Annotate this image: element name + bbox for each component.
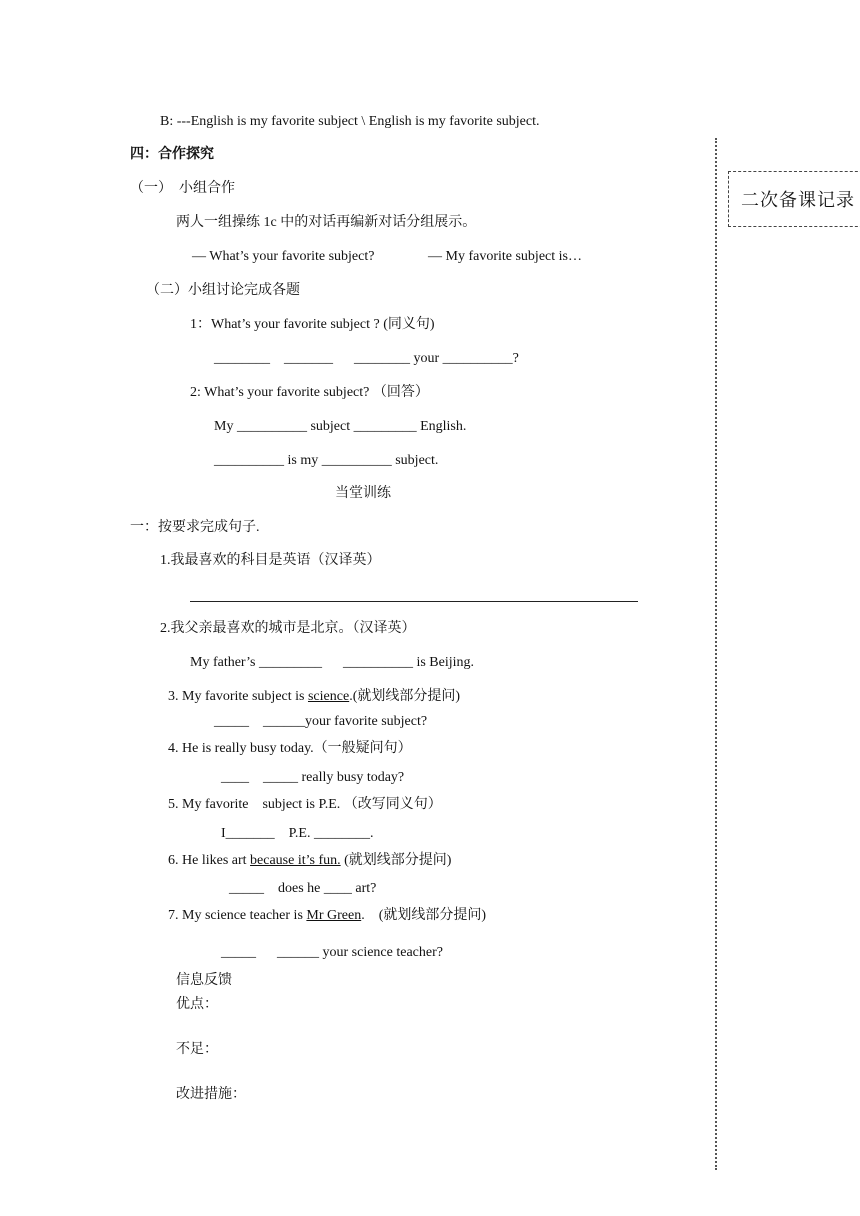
secondary-prep-notes-box: [728, 171, 860, 227]
section4-title: 四：合作探究: [130, 147, 214, 162]
question-1-blank[interactable]: ________ _______ ________ your __________?: [214, 351, 519, 366]
exercise-5-answer[interactable]: I_______ P.E. ________.: [221, 826, 374, 841]
exercise-7-answer[interactable]: _____ ______ your science teacher?: [221, 945, 443, 960]
exercise-3-underlined: science: [307, 689, 350, 704]
question-2-answer-2[interactable]: __________ is my __________ subject.: [214, 453, 439, 468]
exercise-2-answer[interactable]: My father’s _________ __________ is Beijing.: [190, 655, 475, 670]
sub1-instruction: 两人一组操练 1c 中的对话再编新对话分组展示。: [176, 215, 477, 230]
exercise-4-answer[interactable]: ____ _____ really busy today?: [221, 770, 405, 785]
exercise-2: 2.我父亲最喜欢的城市是北京。（汉译英）: [160, 621, 416, 636]
merits-label: 优点：: [176, 997, 218, 1012]
sub1-title: （一） 小组合作: [130, 181, 235, 196]
exercise-3-answer[interactable]: _____ ______your favorite subject?: [214, 714, 428, 729]
shortcomings-label: 不足：: [176, 1042, 218, 1057]
feedback-title: 信息反馈: [176, 973, 232, 988]
sub2-title: （二）小组讨论完成各题: [146, 283, 300, 298]
question-2-answer-1[interactable]: My __________ subject _________ English.: [214, 419, 467, 434]
exercise-4: 4. He is really busy today.（一般疑问句）: [168, 741, 412, 756]
exercise-1-answer-line[interactable]: [190, 601, 638, 602]
exercise-3-instruction: .(就划线部分提问): [349, 689, 461, 704]
exercise-6-instruction: (就划线部分提问): [340, 853, 452, 868]
exercise-7-underlined: Mr Green: [306, 908, 362, 923]
b-answer-line: B: ---English is my favorite subject \ English is my favorite subject.: [160, 114, 540, 129]
sub1-dialog-question: — What’s your favorite subject?: [192, 249, 375, 264]
exercise-3: [168, 688, 460, 706]
exercise-7: [168, 907, 486, 925]
part1-title: 一：按要求完成句子.: [130, 520, 260, 535]
exercise-7-instruction: . (就划线部分提问): [361, 908, 487, 923]
exercise-1: 1.我最喜欢的科目是英语（汉译英）: [160, 553, 381, 568]
exercise-6-text: 6. He likes art: [168, 853, 251, 868]
margin-divider: [715, 138, 717, 1170]
exercise-5: 5. My favorite subject is P.E. （改写同义句）: [168, 797, 442, 812]
exercise-7-text: 7. My science teacher is: [168, 908, 307, 923]
sub1-dialog-answer: — My favorite subject is…: [428, 249, 582, 264]
question-2: 2: What’s your favorite subject? （回答）: [190, 385, 429, 400]
exercise-6-answer[interactable]: _____ does he ____ art?: [229, 881, 377, 896]
improvements-label: 改进措施：: [176, 1087, 246, 1102]
question-1: 1：What’s your favorite subject ? (同义句): [190, 317, 435, 332]
practice-title: 当堂训练: [335, 486, 391, 501]
exercise-6-underlined: because it’s fun.: [250, 853, 341, 868]
exercise-6: [168, 852, 451, 870]
exercise-3-text: 3. My favorite subject is: [168, 689, 308, 704]
secondary-prep-notes-title: 二次备课记录: [741, 190, 855, 211]
